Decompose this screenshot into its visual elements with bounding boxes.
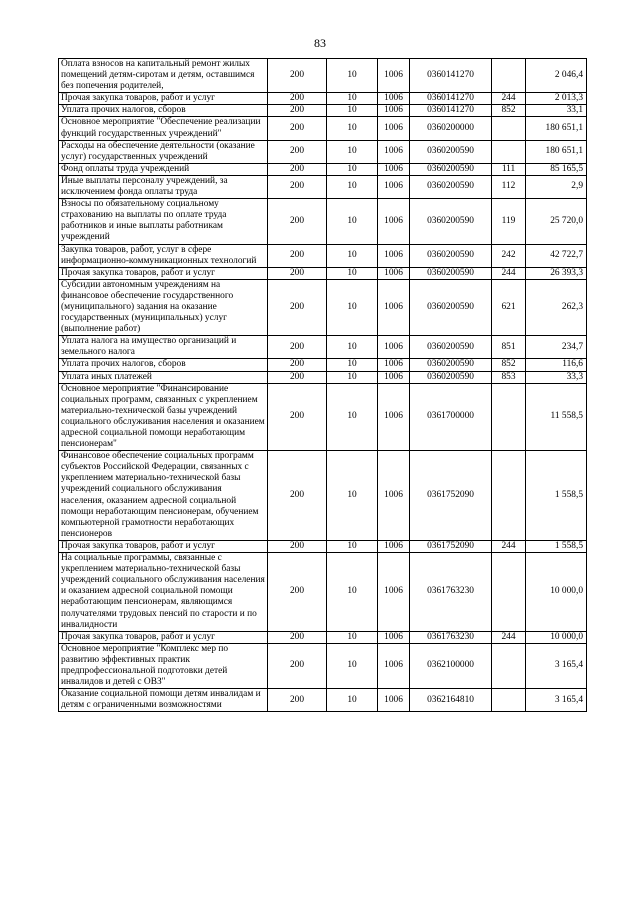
table-row: [59, 244, 587, 267]
ministry-code-cell: 200: [268, 163, 327, 175]
target-article-cell: 0362100000: [410, 643, 492, 688]
expense-name-cell: Прочая закупка товаров, работ и услуг: [59, 631, 268, 643]
expense-name-cell: Оказание социальной помощи детям инвалидам и детям с ограниченными возможностями: [59, 689, 268, 712]
amount-cell: 116,6: [526, 359, 587, 371]
target-article-cell: 0360141270: [410, 93, 492, 105]
section-code-cell: 10: [327, 175, 378, 198]
target-article-cell: 0360200590: [410, 279, 492, 335]
expense-type-cell: [492, 383, 526, 451]
target-article-cell: 0361763230: [410, 631, 492, 643]
table-row: [59, 117, 587, 140]
target-article-cell: 0361752090: [410, 451, 492, 541]
section-code-cell: 10: [327, 244, 378, 267]
expense-type-cell: 852: [492, 105, 526, 117]
section-code-cell: 10: [327, 163, 378, 175]
section-code-cell: 10: [327, 643, 378, 688]
expense-type-cell: 621: [492, 279, 526, 335]
target-article-cell: 0361763230: [410, 553, 492, 632]
amount-cell: 33,3: [526, 371, 587, 383]
expense-name-cell: Прочая закупка товаров, работ и услуг: [59, 540, 268, 552]
expense-type-cell: 853: [492, 371, 526, 383]
subsection-code-cell: 1006: [378, 643, 410, 688]
target-article-cell: 0360200590: [410, 371, 492, 383]
amount-cell: 25 720,0: [526, 199, 587, 244]
expense-name-cell: Уплата прочих налогов, сборов: [59, 105, 268, 117]
target-article-cell: 0360200000: [410, 117, 492, 140]
table-row: [59, 631, 587, 643]
section-code-cell: 10: [327, 267, 378, 279]
amount-cell: 85 165,5: [526, 163, 587, 175]
subsection-code-cell: 1006: [378, 540, 410, 552]
section-code-cell: 10: [327, 631, 378, 643]
expense-name-cell: Прочая закупка товаров, работ и услуг: [59, 267, 268, 279]
amount-cell: 11 558,5: [526, 383, 587, 451]
section-code-cell: 10: [327, 140, 378, 163]
section-code-cell: 10: [327, 93, 378, 105]
table-row: [59, 553, 587, 632]
target-article-cell: 0361700000: [410, 383, 492, 451]
expense-type-cell: [492, 140, 526, 163]
ministry-code-cell: 200: [268, 540, 327, 552]
expense-name-cell: Уплата налога на имущество организаций и земельного налога: [59, 336, 268, 359]
subsection-code-cell: 1006: [378, 359, 410, 371]
budget-table: [58, 58, 587, 712]
amount-cell: 180 651,1: [526, 117, 587, 140]
section-code-cell: 10: [327, 199, 378, 244]
target-article-cell: 0360200590: [410, 336, 492, 359]
subsection-code-cell: 1006: [378, 93, 410, 105]
section-code-cell: 10: [327, 689, 378, 712]
ministry-code-cell: 200: [268, 267, 327, 279]
amount-cell: 262,3: [526, 279, 587, 335]
expense-type-cell: 244: [492, 540, 526, 552]
target-article-cell: 0360141270: [410, 105, 492, 117]
ministry-code-cell: 200: [268, 59, 327, 93]
target-article-cell: 0360200590: [410, 140, 492, 163]
expense-type-cell: [492, 553, 526, 632]
table-row: [59, 643, 587, 688]
target-article-cell: 0360200590: [410, 267, 492, 279]
amount-cell: 33,1: [526, 105, 587, 117]
amount-cell: 2 046,4: [526, 59, 587, 93]
target-article-cell: 0360200590: [410, 359, 492, 371]
table-row: [59, 59, 587, 93]
expense-name-cell: Основное мероприятие "Комплекс мер по развитию эффективных практик предпрофессиональной подготовки детей инвалидов и детей с ОВЗ": [59, 643, 268, 688]
subsection-code-cell: 1006: [378, 140, 410, 163]
expense-type-cell: [492, 643, 526, 688]
table-row: [59, 140, 587, 163]
budget-table-body: [59, 59, 587, 712]
table-row: [59, 540, 587, 552]
expense-name-cell: Взносы по обязательному социальному страхованию на выплаты по оплате труда работников и иные выплаты работникам учреждений: [59, 199, 268, 244]
ministry-code-cell: 200: [268, 244, 327, 267]
ministry-code-cell: 200: [268, 105, 327, 117]
ministry-code-cell: 200: [268, 451, 327, 541]
expense-type-cell: 851: [492, 336, 526, 359]
section-code-cell: 10: [327, 359, 378, 371]
expense-name-cell: Основное мероприятие "Финансирование социальных программ, связанных с укреплением материально-технической базы учреждений социального обслуживания населения и оказанием адресной социальной помощи неработающим пенсионерам": [59, 383, 268, 451]
expense-name-cell: Оплата взносов на капитальный ремонт жилых помещений детям-сиротам и детям, оставшимся без попечения родителей,: [59, 59, 268, 93]
table-row: [59, 93, 587, 105]
amount-cell: 2 013,3: [526, 93, 587, 105]
expense-type-cell: [492, 451, 526, 541]
amount-cell: 3 165,4: [526, 643, 587, 688]
expense-name-cell: Расходы на обеспечение деятельности (оказание услуг) государственных учреждений: [59, 140, 268, 163]
ministry-code-cell: 200: [268, 199, 327, 244]
table-row: [59, 451, 587, 541]
expense-type-cell: 242: [492, 244, 526, 267]
expense-type-cell: [492, 59, 526, 93]
subsection-code-cell: 1006: [378, 383, 410, 451]
subsection-code-cell: 1006: [378, 163, 410, 175]
expense-type-cell: 112: [492, 175, 526, 198]
ministry-code-cell: 200: [268, 371, 327, 383]
ministry-code-cell: 200: [268, 553, 327, 632]
subsection-code-cell: 1006: [378, 267, 410, 279]
table-row: [59, 105, 587, 117]
section-code-cell: 10: [327, 336, 378, 359]
amount-cell: 10 000,0: [526, 631, 587, 643]
amount-cell: 42 722,7: [526, 244, 587, 267]
table-row: [59, 336, 587, 359]
subsection-code-cell: 1006: [378, 117, 410, 140]
target-article-cell: 0360200590: [410, 163, 492, 175]
subsection-code-cell: 1006: [378, 689, 410, 712]
expense-name-cell: Субсидии автономным учреждениям на финансовое обеспечение государственного (муниципального) задания на оказание государственных (муниципальных) услуг (выполнение работ): [59, 279, 268, 335]
amount-cell: 2,9: [526, 175, 587, 198]
section-code-cell: 10: [327, 371, 378, 383]
table-row: [59, 267, 587, 279]
section-code-cell: 10: [327, 383, 378, 451]
table-row: [59, 163, 587, 175]
subsection-code-cell: 1006: [378, 199, 410, 244]
ministry-code-cell: 200: [268, 279, 327, 335]
ministry-code-cell: 200: [268, 689, 327, 712]
section-code-cell: 10: [327, 105, 378, 117]
target-article-cell: 0360200590: [410, 199, 492, 244]
amount-cell: 26 393,3: [526, 267, 587, 279]
amount-cell: 234,7: [526, 336, 587, 359]
table-row: [59, 175, 587, 198]
table-row: [59, 359, 587, 371]
subsection-code-cell: 1006: [378, 279, 410, 335]
expense-type-cell: [492, 117, 526, 140]
subsection-code-cell: 1006: [378, 451, 410, 541]
subsection-code-cell: 1006: [378, 105, 410, 117]
subsection-code-cell: 1006: [378, 59, 410, 93]
ministry-code-cell: 200: [268, 140, 327, 163]
table-row: [59, 383, 587, 451]
section-code-cell: 10: [327, 117, 378, 140]
table-row: [59, 689, 587, 712]
ministry-code-cell: 200: [268, 93, 327, 105]
ministry-code-cell: 200: [268, 175, 327, 198]
subsection-code-cell: 1006: [378, 631, 410, 643]
expense-name-cell: Иные выплаты персоналу учреждений, за исключением фонда оплаты труда: [59, 175, 268, 198]
target-article-cell: 0360200590: [410, 244, 492, 267]
subsection-code-cell: 1006: [378, 553, 410, 632]
ministry-code-cell: 200: [268, 117, 327, 140]
target-article-cell: 0360200590: [410, 175, 492, 198]
expense-name-cell: Финансовое обеспечение социальных программ субъектов Российской Федерации, связанных с укреплением материально-технической базы учреждений социального обслуживания населения, оказанием адресной социальной помощи неработающим пенсионерам, обучением компьютерной грамотности неработающих пенсионеров: [59, 451, 268, 541]
expense-name-cell: Фонд оплаты труда учреждений: [59, 163, 268, 175]
expense-type-cell: 244: [492, 93, 526, 105]
amount-cell: 180 651,1: [526, 140, 587, 163]
subsection-code-cell: 1006: [378, 244, 410, 267]
expense-type-cell: 852: [492, 359, 526, 371]
page-number: 83: [314, 36, 326, 50]
amount-cell: 10 000,0: [526, 553, 587, 632]
amount-cell: 1 558,5: [526, 540, 587, 552]
subsection-code-cell: 1006: [378, 175, 410, 198]
ministry-code-cell: 200: [268, 643, 327, 688]
subsection-code-cell: 1006: [378, 371, 410, 383]
expense-type-cell: 119: [492, 199, 526, 244]
section-code-cell: 10: [327, 451, 378, 541]
section-code-cell: 10: [327, 279, 378, 335]
target-article-cell: 0360141270: [410, 59, 492, 93]
amount-cell: 1 558,5: [526, 451, 587, 541]
expense-type-cell: 244: [492, 631, 526, 643]
expense-name-cell: Прочая закупка товаров, работ и услуг: [59, 93, 268, 105]
table-row: [59, 371, 587, 383]
expense-name-cell: На социальные программы, связанные с укреплением материально-технической базы учреждений социального обслуживания населения и оказанием адресной социальной помощи неработающим пенсионерам, являющимся получателями трудовых пенсий по старости и по инвалидности: [59, 553, 268, 632]
target-article-cell: 0362164810: [410, 689, 492, 712]
ministry-code-cell: 200: [268, 359, 327, 371]
expense-name-cell: Закупка товаров, работ, услуг в сфере информационно-коммуникационных технологий: [59, 244, 268, 267]
table-row: [59, 199, 587, 244]
subsection-code-cell: 1006: [378, 336, 410, 359]
ministry-code-cell: 200: [268, 383, 327, 451]
expense-name-cell: Уплата иных платежей: [59, 371, 268, 383]
ministry-code-cell: 200: [268, 631, 327, 643]
ministry-code-cell: 200: [268, 336, 327, 359]
amount-cell: 3 165,4: [526, 689, 587, 712]
expense-type-cell: 111: [492, 163, 526, 175]
expense-name-cell: Основное мероприятие "Обеспечение реализации функций государственных учреждений": [59, 117, 268, 140]
target-article-cell: 0361752090: [410, 540, 492, 552]
expense-type-cell: 244: [492, 267, 526, 279]
expense-name-cell: Уплата прочих налогов, сборов: [59, 359, 268, 371]
expense-type-cell: [492, 689, 526, 712]
section-code-cell: 10: [327, 540, 378, 552]
section-code-cell: 10: [327, 553, 378, 632]
section-code-cell: 10: [327, 59, 378, 93]
table-row: [59, 279, 587, 335]
